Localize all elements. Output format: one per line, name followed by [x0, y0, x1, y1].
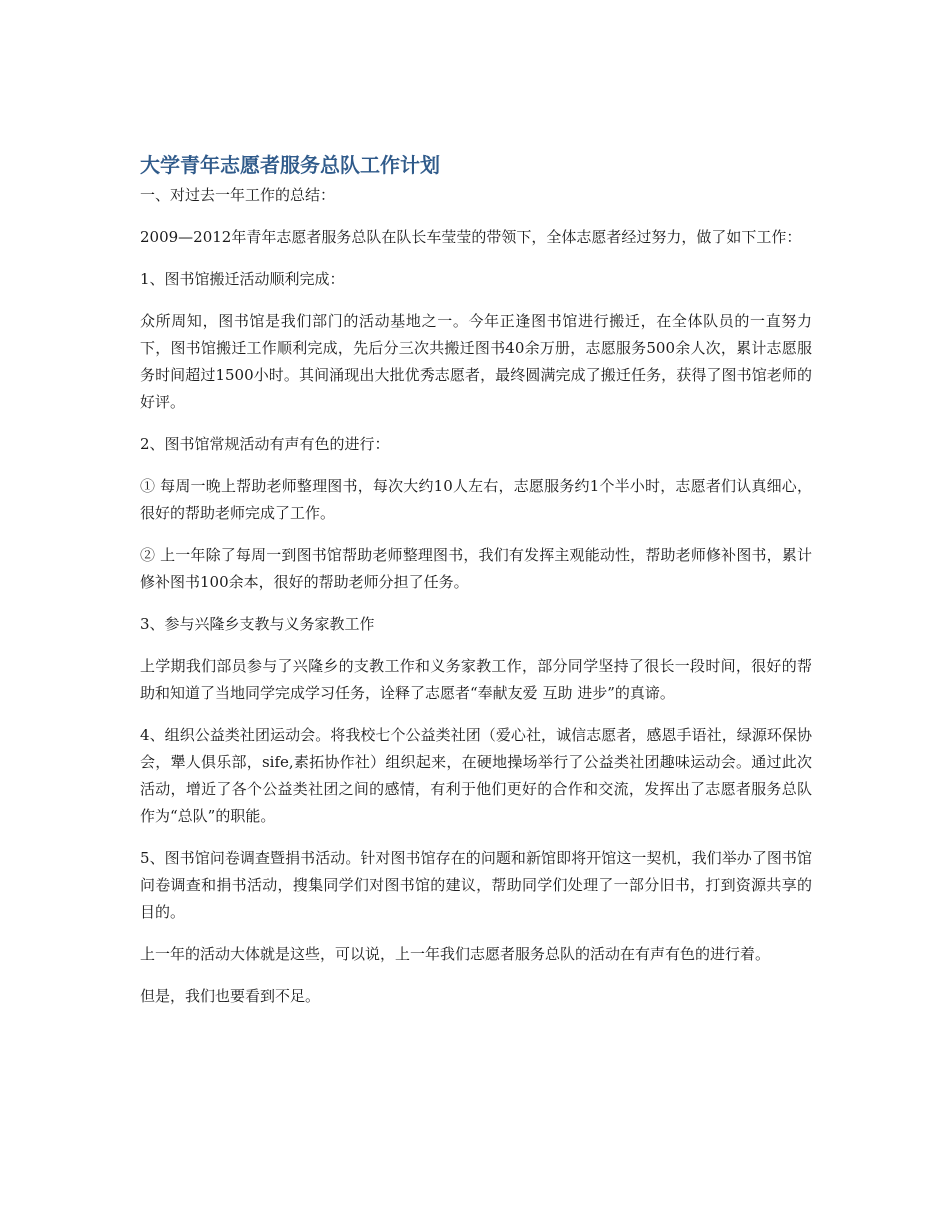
paragraph-library-move: 众所周知，图书馆是我们部门的活动基地之一。今年正逢图书馆进行搬迁，在全体队员的一直努力下，图书馆搬迁工作顺利完成，先后分三次共搬迁图书40余万册，志愿服务500余人次，累计志愿服务时间超过1500小时。其间涌现出大批优秀志愿者，最终圆满完成了搬迁任务，获得了图书馆老师的好评。	[140, 312, 812, 411]
paragraph-shortcomings: 但是，我们也要看到不足。	[140, 987, 321, 1005]
paragraph-teaching: 上学期我们部员参与了兴隆乡的支教工作和义务家教工作，部分同学坚持了很长一段时间，很好的帮助和知道了当地同学完成学习任务，诠释了志愿者“奉献友爱 互助 进步”的真谛。	[140, 657, 812, 702]
document-title: 大学青年志愿者服务总队工作计划	[140, 153, 440, 177]
section-heading-summary: 一、对过去一年工作的总结：	[140, 186, 336, 204]
paragraph-routine-2: ② 上一年除了每周一到图书馆帮助老师整理图书，我们有发挥主观能动性，帮助老师修补图书，累计修补图书100余本，很好的帮助老师分担了任务。	[140, 546, 812, 591]
item-heading-library-move: 1、图书馆搬迁活动顺利完成：	[140, 270, 345, 288]
paragraph-survey-donation: 5、图书馆问卷调查暨捐书活动。针对图书馆存在的问题和新馆即将开馆这一契机，我们举办了图书馆问卷调查和捐书活动，搜集同学们对图书馆的建议，帮助同学们处理了一部分旧书，打到资源共享的目的。	[140, 849, 812, 921]
paragraph-intro: 2009—2012年青年志愿者服务总队在队长车莹莹的带领下，全体志愿者经过努力，做了如下工作：	[140, 228, 802, 246]
document-body	[140, 150, 812, 1025]
paragraph-routine-1: ① 每周一晚上帮助老师整理图书，每次大约10人左右，志愿服务约1个半小时，志愿者们认真细心，很好的帮助老师完成了工作。	[140, 477, 812, 522]
item-heading-library-routine: 2、图书馆常规活动有声有色的进行：	[140, 435, 390, 453]
paragraph-summary: 上一年的活动大体就是这些，可以说，上一年我们志愿者服务总队的活动在有声有色的进行着。	[140, 945, 771, 963]
paragraph-sports-meet: 4、组织公益类社团运动会。将我校七个公益类社团（爱心社，诚信志愿者，感恩手语社，绿源环保协会，犟人俱乐部，sife,素拓协作社）组织起来，在硬地操场举行了公益类社团趣味运动会。通过此次活动，增近了各个公益类社团之间的感情，有利于他们更好的合作和交流，发挥出了志愿者服务总队作为“总队”的职能。	[140, 726, 812, 825]
item-heading-teaching: 3、参与兴隆乡支教与义务家教工作	[140, 615, 375, 633]
